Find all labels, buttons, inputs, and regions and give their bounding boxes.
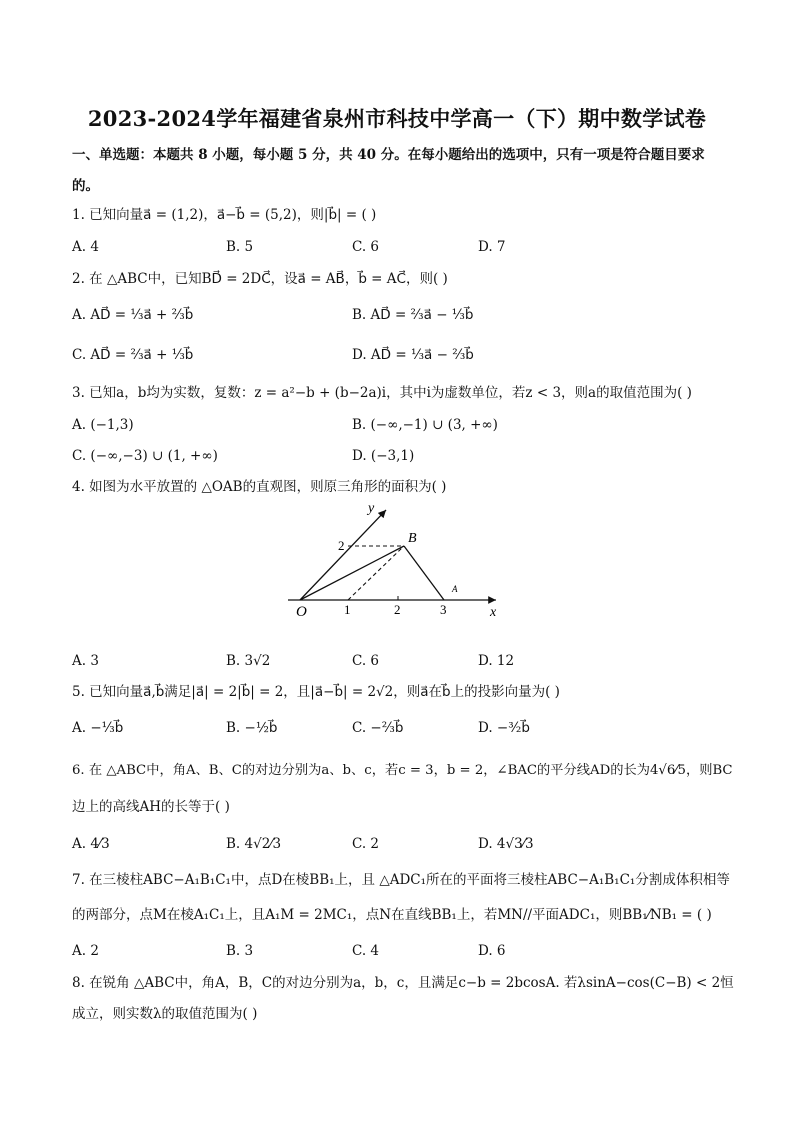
x-tick-2-label: 2: [394, 602, 401, 617]
segment-ob: [300, 546, 404, 600]
question-6-stem: 6. 在 △ABC中，角A、B、C的对边分别为a、b、c，若c = 3，b = 2，∠BAC的平分线AD的长为4√6⁄5，则BC: [72, 763, 733, 778]
page-title: 2023-2024学年福建省泉州市科技中学高一（下）期中数学试卷: [87, 106, 707, 131]
q1-option-d: D. 7: [478, 239, 506, 255]
q5-option-d: D. −³⁄₂b⃗: [478, 720, 530, 736]
q2-option-a: A. AD⃗ = ⅓a⃗ + ⅔b⃗: [72, 307, 194, 323]
q3-option-b: B. (−∞,−1) ∪ (3, +∞): [352, 417, 498, 433]
question-7-stem: 7. 在三棱柱ABC−A₁B₁C₁中，点D在棱BB₁上，且 △ADC₁所在的平面将三棱柱ABC−A₁B₁C₁分割成体积相等: [72, 872, 730, 888]
question-4-stem: 4. 如图为水平放置的 △OAB的直观图，则原三角形的面积为( ): [72, 479, 447, 495]
x-tick-3-label: 3: [440, 602, 447, 617]
origin-label: O: [296, 604, 307, 620]
q1-option-b: B. 5: [226, 239, 254, 255]
q6-option-b: B. 4√2⁄3: [226, 836, 282, 852]
point-b-label: B: [408, 531, 417, 546]
q7-option-c: C. 4: [352, 943, 380, 959]
q6-option-d: D. 4√3⁄3: [478, 836, 534, 852]
q2-option-c: C. AD⃗ = ⅔a⃗ + ⅓b⃗: [72, 347, 194, 363]
q3-option-c: C. (−∞,−3) ∪ (1, +∞): [72, 448, 218, 464]
q4-option-b: B. 3√2: [226, 653, 271, 669]
y-tick-2-label: 2: [338, 538, 345, 553]
point-a-label: A: [452, 584, 458, 594]
question-7-stem-continued: 的两部分，点M在棱A₁C₁上，且A₁M = 2MC₁，点N在直线BB₁上，若MN//平面ADC₁，则BB₁⁄NB₁ = ( ): [72, 907, 712, 923]
q7-option-d: D. 6: [478, 943, 506, 959]
question-6-stem-continued: 边上的高线AH的长等于( ): [72, 799, 230, 815]
q7-option-b: B. 3: [226, 943, 254, 959]
question-8-stem-continued: 成立，则实数λ的取值范围为( ): [72, 1006, 258, 1022]
x-tick-1-label: 1: [344, 602, 351, 617]
question-5-stem: 5. 已知向量a⃗,b⃗满足|a⃗| = 2|b⃗| = 2，且|a⃗−b⃗| = 2√2，则a⃗在b⃗上的投影向量为( ): [72, 684, 560, 700]
q4-option-a: A. 3: [72, 653, 99, 669]
dashed-x-projection: [348, 546, 404, 600]
q5-option-a: A. −⅓b⃗: [72, 720, 124, 736]
q6-option-c: C. 2: [352, 836, 380, 852]
y-axis-label: y: [368, 501, 375, 516]
q3-option-a: A. (−1,3): [72, 417, 134, 433]
q7-option-a: A. 2: [72, 943, 99, 959]
question-8-stem: 8. 在锐角 △ABC中，角A，B，C的对边分别为a，b，c，且满足c−b = 2bcosA. 若λsinA−cos(C−B) < 2恒: [72, 975, 734, 991]
q1-option-c: C. 6: [352, 239, 380, 255]
q2-option-d: D. AD⃗ = ⅓a⃗ − ⅔b⃗: [352, 347, 474, 363]
section-heading-line-2: 的。: [72, 178, 99, 194]
y-axis: [300, 510, 386, 600]
question-2-stem: 2. 在 △ABC中，已知BD⃗ = 2DC⃗，设a⃗ = AB⃗，b⃗ = AC⃗，则( ): [72, 271, 448, 287]
q6-option-a: A. 4⁄3: [72, 836, 110, 852]
q5-option-c: C. −⅔b⃗: [352, 720, 404, 736]
question-1-stem: 1. 已知向量a⃗ = (1,2)，a⃗−b⃗ = (5,2)，则|b⃗| = ( ): [72, 207, 377, 223]
x-axis-label: x: [490, 605, 497, 620]
q4-option-d: D. 12: [478, 653, 515, 669]
q2-option-b: B. AD⃗ = ⅔a⃗ − ⅓b⃗: [352, 307, 474, 323]
q1-option-a: A. 4: [72, 239, 99, 255]
section-heading-line-1: 一、单选题：本题共 8 小题，每小题 5 分，共 40 分。在每小题给出的选项中，只有一项是符合题目要求: [72, 147, 705, 163]
q4-option-c: C. 6: [352, 653, 380, 669]
question-3-stem: 3. 已知a，b均为实数，复数：z = a²−b + (b−2a)i，其中i为虚数单位，若z < 3，则a的取值范围为( ): [72, 385, 692, 401]
segment-ba: [404, 546, 444, 600]
figure-svg: [282, 496, 512, 626]
q3-option-d: D. (−3,1): [352, 448, 415, 464]
q5-option-b: B. −½b⃗: [226, 720, 278, 736]
oblique-triangle-figure: [282, 496, 512, 626]
